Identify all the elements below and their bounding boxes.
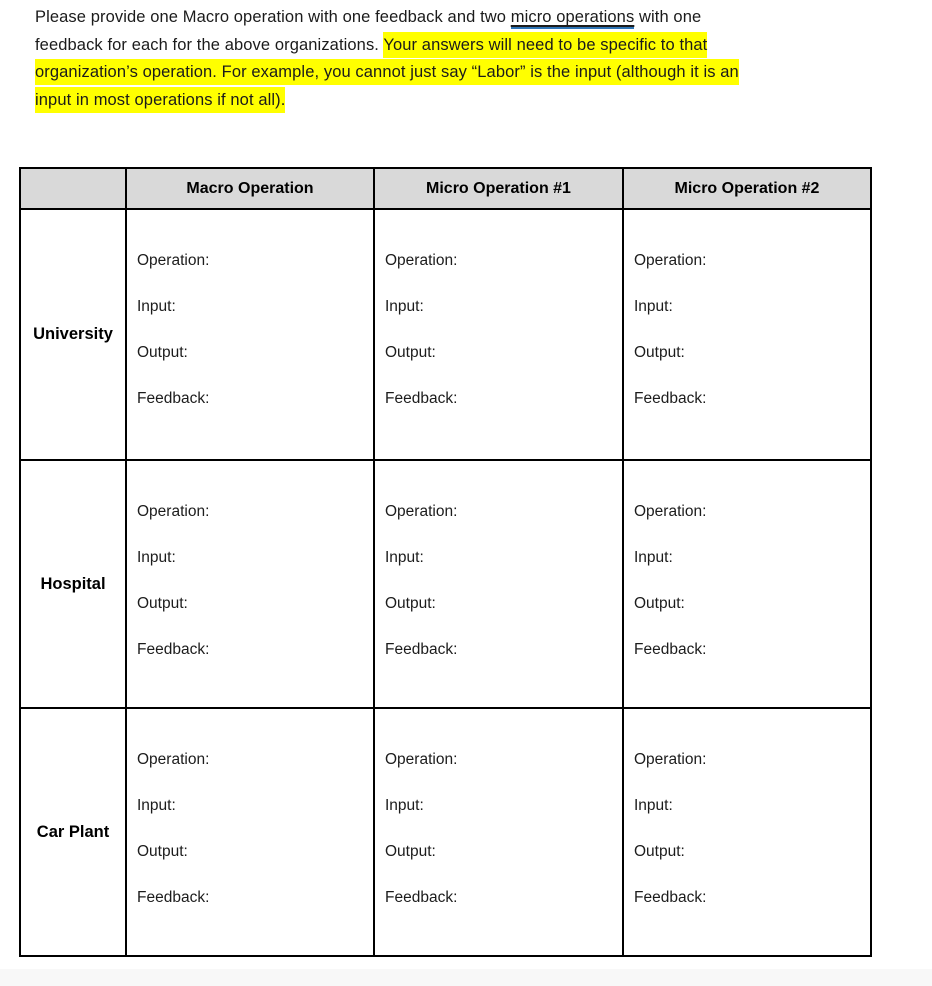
field-label: Input: [137, 298, 176, 315]
paragraph-line-1 [35, 4, 865, 32]
highlighted-text: input in most operations if not all). [35, 87, 285, 113]
field-label: Feedback: [634, 390, 707, 407]
entry-cell-hospital-micro1[interactable] [374, 460, 623, 708]
field-label: Feedback: [385, 641, 458, 658]
field-label: Output: [137, 344, 188, 361]
header-cell-blank [20, 168, 126, 209]
paragraph-text: Please provide one Macro operation with one feedback and two [35, 8, 511, 26]
row-label-university: University [20, 209, 126, 460]
field-label: Input: [137, 549, 176, 566]
field-label: Output: [634, 595, 685, 612]
field-label: Operation: [137, 503, 210, 520]
field-label: Operation: [634, 503, 707, 520]
entry-cell-car-plant-micro1[interactable] [374, 708, 623, 956]
entry-cell-university-micro1[interactable] [374, 209, 623, 460]
header-cell-macro-operation: Macro Operation [126, 168, 374, 209]
entry-cell-car-plant-macro[interactable] [126, 708, 374, 956]
field-label: Output: [385, 595, 436, 612]
field-label: Operation: [634, 751, 707, 768]
field-label: Input: [385, 298, 424, 315]
paragraph-line-2 [35, 32, 865, 60]
highlighted-text: Your answers will need to be specific to that [383, 32, 707, 58]
page-bottom-edge [0, 969, 932, 986]
entry-cell-hospital-macro[interactable] [126, 460, 374, 708]
entry-cell-university-macro[interactable] [126, 209, 374, 460]
field-label: Input: [385, 549, 424, 566]
grammar-underlined-phrase: micro operations [511, 8, 635, 29]
highlighted-text: organization’s operation. For example, you cannot just say “Labor” is the input (although it is an [35, 59, 739, 85]
entry-cell-university-micro2[interactable] [623, 209, 871, 460]
field-label: Operation: [137, 751, 210, 768]
field-label: Output: [137, 595, 188, 612]
field-label: Feedback: [385, 889, 458, 906]
field-label: Feedback: [634, 641, 707, 658]
instruction-paragraph [35, 4, 865, 114]
field-label: Operation: [634, 252, 707, 269]
field-label: Feedback: [137, 390, 210, 407]
row-label-hospital: Hospital [20, 460, 126, 708]
table-row-car-plant [20, 708, 871, 956]
field-label: Input: [634, 298, 673, 315]
field-label: Output: [634, 344, 685, 361]
header-cell-micro-operation-2: Micro Operation #2 [623, 168, 871, 209]
field-label: Output: [634, 843, 685, 860]
field-label: Feedback: [137, 889, 210, 906]
header-row [20, 168, 871, 209]
table-row-hospital [20, 460, 871, 708]
row-label-car-plant: Car Plant [20, 708, 126, 956]
header-cell-micro-operation-1: Micro Operation #1 [374, 168, 623, 209]
entry-cell-hospital-micro2[interactable] [623, 460, 871, 708]
field-label: Output: [385, 344, 436, 361]
paragraph-text: with one [634, 8, 702, 26]
field-label: Feedback: [137, 641, 210, 658]
field-label: Feedback: [385, 390, 458, 407]
operations-table [19, 167, 872, 957]
paragraph-line-4 [35, 87, 865, 115]
field-label: Feedback: [634, 889, 707, 906]
field-label: Input: [137, 797, 176, 814]
field-label: Input: [634, 549, 673, 566]
field-label: Output: [385, 843, 436, 860]
field-label: Operation: [385, 252, 458, 269]
field-label: Operation: [385, 503, 458, 520]
field-label: Input: [634, 797, 673, 814]
paragraph-text: feedback for each for the above organizations. [35, 35, 384, 54]
table-row-university [20, 209, 871, 460]
field-label: Operation: [385, 751, 458, 768]
paragraph-line-3 [35, 59, 865, 87]
field-label: Input: [385, 797, 424, 814]
field-label: Operation: [137, 252, 210, 269]
entry-cell-car-plant-micro2[interactable] [623, 708, 871, 956]
field-label: Output: [137, 843, 188, 860]
